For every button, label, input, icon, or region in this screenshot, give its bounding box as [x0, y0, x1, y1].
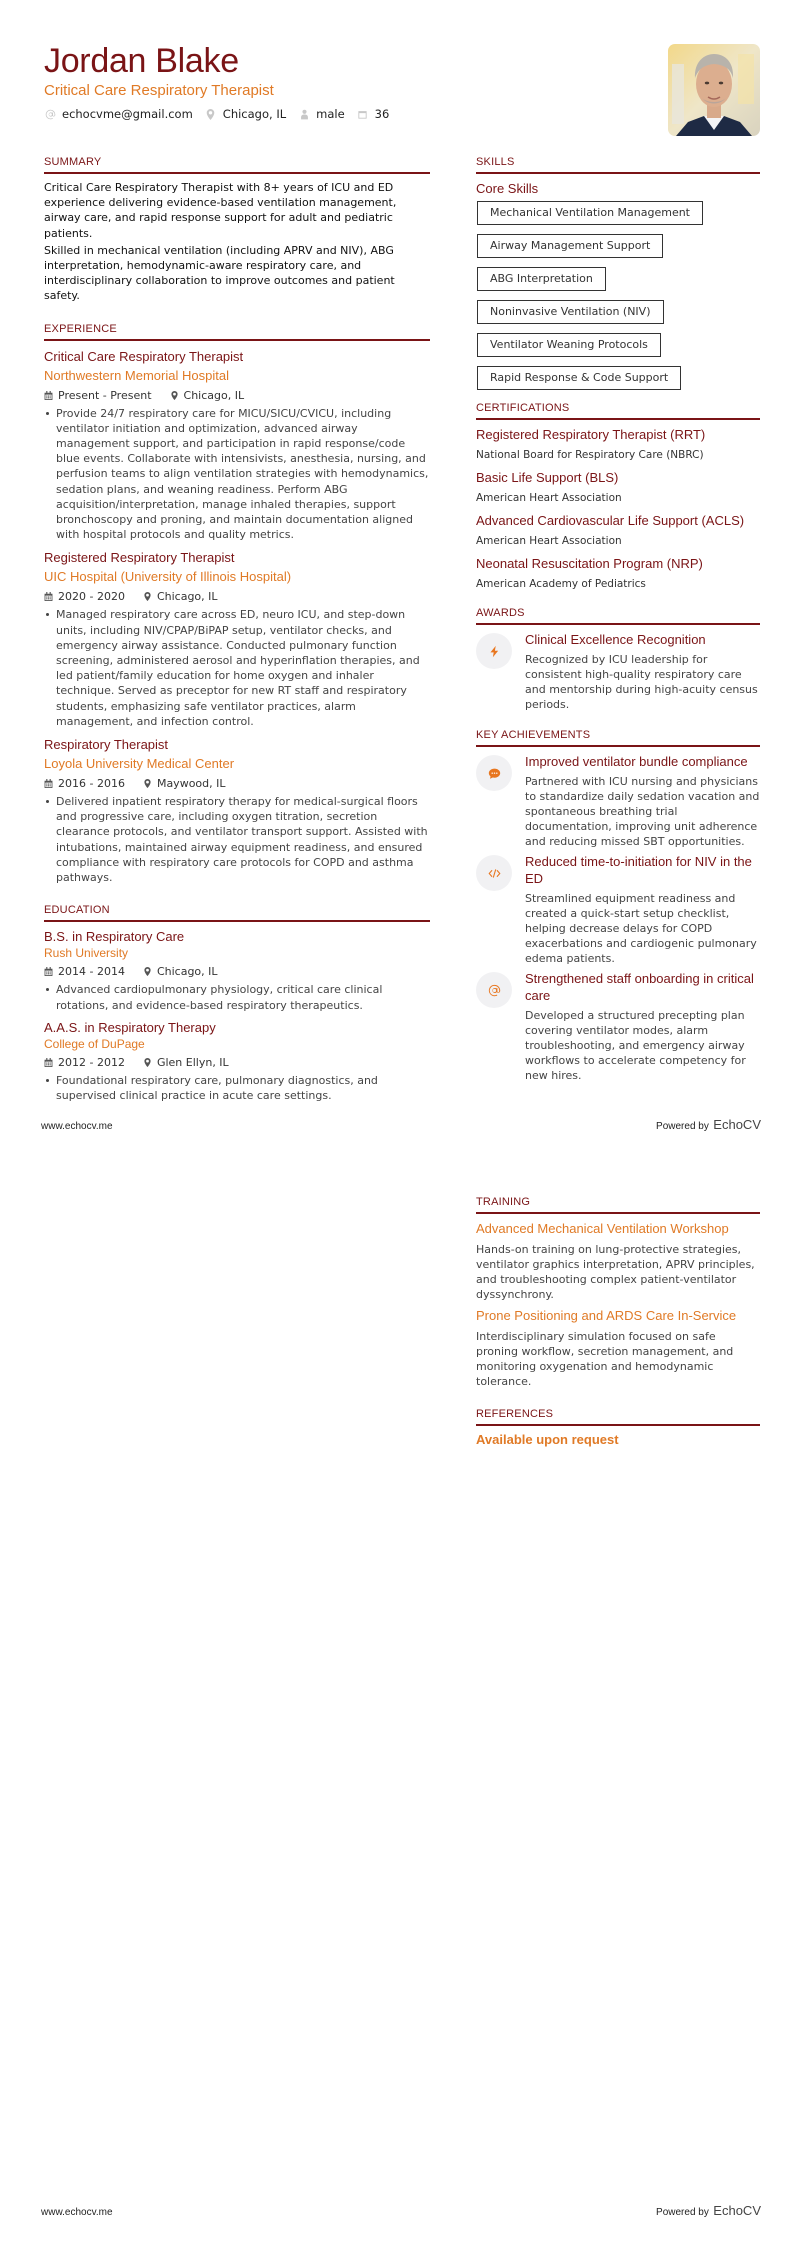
education-section [44, 903, 430, 1103]
skill-tag: Mechanical Ventilation Management [477, 201, 703, 225]
certification-item [476, 426, 760, 463]
job-title: Registered Respiratory Therapist [44, 550, 235, 566]
footer-url[interactable]: www.echocv.me [41, 2207, 113, 2218]
certification-item [476, 512, 760, 549]
job-meta [44, 589, 430, 604]
references-heading: REFERENCES [476, 1407, 760, 1426]
references-section [476, 1407, 760, 1447]
footer-brand[interactable]: EchoCV [713, 2203, 761, 2218]
certifications-section [476, 401, 760, 592]
skill-tag: ABG Interpretation [477, 267, 606, 291]
job-org: UIC Hospital (University of Illinois Hospital) [44, 569, 292, 585]
achievements-heading: KEY ACHIEVEMENTS [476, 728, 760, 747]
calendar-icon [44, 592, 53, 601]
achievement-description: Streamlined equipment readiness and created a quick-start setup checklist, helping decrease delays for COPD exacerbations and cardiogenic pulmonary edema patients. [525, 892, 757, 965]
achievements-section [476, 728, 760, 1083]
job-bullet: Delivered inpatient respiratory therapy for medical-surgical floors and progressive care, including oxygen titration, secretion clearance protocols, and ventilator transport support. Assisted with intubations, maintained airway equipment readiness, and ensured compliance with respiratory care protocols for COPD and asthma pathways. [44, 794, 430, 885]
award-item [476, 631, 760, 712]
map-pin-icon [143, 967, 152, 976]
certification-title: Basic Life Support (BLS) [476, 470, 619, 485]
training-item [476, 1220, 760, 1302]
summary-heading: SUMMARY [44, 155, 430, 174]
job-title: Respiratory Therapist [44, 737, 169, 753]
achievement-item [476, 853, 760, 966]
training-title: Advanced Mechanical Ventilation Workshop [476, 1221, 729, 1236]
degree-title: A.A.S. in Respiratory Therapy [44, 1019, 216, 1035]
certification-issuer: American Heart Association [476, 535, 622, 547]
map-pin-icon [143, 592, 152, 601]
training-item [476, 1307, 760, 1389]
certification-title: Advanced Cardiovascular Life Support (ACLS) [476, 513, 745, 528]
skill-tag: Noninvasive Ventilation (NIV) [477, 300, 664, 324]
certification-item [476, 555, 760, 592]
summary-paragraph: Critical Care Respiratory Therapist with 8+ years of ICU and ED experience delivering evidence-based ventilation management, airway care, and rapid response support for adult and pediatric patients. [44, 181, 397, 240]
training-section [476, 1195, 760, 1389]
contact-location [205, 107, 286, 121]
certification-title: Registered Respiratory Therapist (RRT) [476, 427, 706, 442]
contact-gender [298, 107, 345, 121]
calendar-icon [44, 779, 53, 788]
job-dates: 2020 - 2020 [44, 589, 125, 604]
at-icon [44, 108, 56, 120]
calendar-icon [357, 108, 369, 120]
summary-paragraph: Skilled in mechanical ventilation (including APRV and NIV), ABG interpretation, hemodynamic-aware respiratory care, and interdisciplinary collaboration to improve outcomes and patient safety. [44, 243, 395, 303]
footer-brand[interactable]: EchoCV [713, 1117, 761, 1132]
profile-photo [668, 44, 760, 136]
code-icon [476, 855, 512, 891]
experience-item [44, 347, 430, 543]
contact-row [44, 107, 604, 121]
achievement-title: Strengthened staff onboarding in critical care [525, 971, 754, 1003]
calendar-icon [44, 967, 53, 976]
job-bullets [44, 406, 430, 543]
achievement-title: Reduced time-to-initiation for NIV in the ED [525, 854, 752, 886]
certification-issuer: National Board for Respiratory Care (NBRC) [476, 449, 704, 461]
job-location: Maywood, IL [143, 776, 226, 791]
skill-tag: Rapid Response & Code Support [477, 366, 681, 390]
education-location: Glen Ellyn, IL [143, 1055, 229, 1070]
references-text: Available upon request [476, 1432, 619, 1447]
resume-page-2 [0, 1150, 794, 2246]
right-column-page-2 [476, 1195, 760, 1447]
job-bullets [44, 794, 430, 885]
achievement-description: Developed a structured precepting plan covering ventilator modes, alarm troubleshooting, and emergency airway workflows to accelerate competency for new hires. [525, 1009, 746, 1082]
job-bullets [44, 607, 430, 729]
job-title: Critical Care Respiratory Therapist [44, 348, 244, 364]
job-dates: Present - Present [44, 388, 152, 403]
experience-item [44, 735, 430, 885]
experience-section [44, 322, 430, 886]
contact-age-value: 36 [374, 107, 390, 121]
user-icon [298, 108, 310, 120]
contact-email-value: echocvme@gmail.com [62, 107, 193, 121]
candidate-title: Critical Care Respiratory Therapist [44, 82, 274, 99]
page-footer [41, 2202, 761, 2220]
job-org: Northwestern Memorial Hospital [44, 367, 229, 383]
footer-url[interactable]: www.echocv.me [41, 1121, 113, 1132]
job-location: Chicago, IL [170, 388, 245, 403]
map-pin-icon [143, 1058, 152, 1067]
certifications-heading: CERTIFICATIONS [476, 401, 760, 420]
skill-tag: Airway Management Support [477, 234, 663, 258]
experience-heading: EXPERIENCE [44, 322, 430, 341]
certification-issuer: American Academy of Pediatrics [476, 578, 646, 590]
achievement-description: Partnered with ICU nursing and physicians to standardize daily sedation vacation and spontaneous breathing trial documentation, improving unit adherence and reducing missed SBT opportunities. [525, 775, 760, 848]
school-name: College of DuPage [44, 1036, 145, 1051]
contact-age [357, 107, 390, 121]
footer-powered: Powered by EchoCV [656, 2203, 761, 2218]
training-description: Hands-on training on lung-protective strategies, ventilator graphics interpretation, APRV principles, and troubleshooting complex patient-ventilator dyssynchrony. [476, 1243, 755, 1301]
awards-heading: AWARDS [476, 606, 760, 625]
degree-title: B.S. in Respiratory Care [44, 929, 185, 945]
education-bullets [44, 1073, 430, 1103]
certification-title: Neonatal Resuscitation Program (NRP) [476, 556, 703, 571]
education-item [44, 1019, 430, 1103]
certification-issuer: American Heart Association [476, 492, 622, 504]
education-bullet: Advanced cardiopulmonary physiology, critical care clinical rotations, and evidence-based respiratory therapeutics. [44, 982, 430, 1012]
achievement-item [476, 753, 760, 849]
award-description: Recognized by ICU leadership for consistent high-quality respiratory care and mentorship during high-acuity census periods. [525, 653, 758, 711]
experience-item [44, 548, 430, 729]
achievement-title: Improved ventilator bundle compliance [525, 754, 748, 769]
education-meta [44, 964, 430, 979]
training-heading: TRAINING [476, 1195, 760, 1214]
candidate-name: Jordan Blake [44, 42, 239, 80]
footer-powered: Powered by EchoCV [656, 1117, 761, 1132]
job-bullet: Provide 24/7 respiratory care for MICU/SICU/CVICU, including ventilator initiation and optimization, advanced airway management support, and participation in rapid response/code blue events. Collaborate with intensivists, anesthesia, nursing, and perfusion teams to align ventilation strategies with hemodynamics, sedation plans, and weaning readiness. Perform ABG acquisition/interpretation, manage inhaled therapies, support bronchoscopy and proning, and maintain documentation aligned with hospital protocols and quality metrics. [44, 406, 430, 543]
job-meta [44, 388, 430, 403]
certification-item [476, 469, 760, 506]
education-heading: EDUCATION [44, 903, 430, 922]
map-pin-icon [205, 108, 217, 120]
education-bullets [44, 982, 430, 1012]
job-dates: 2016 - 2016 [44, 776, 125, 791]
education-dates: 2014 - 2014 [44, 964, 125, 979]
training-description: Interdisciplinary simulation focused on safe proning workflow, secretion management, and monitoring oxygenation and hemodynamic tolerance. [476, 1330, 734, 1388]
job-bullet: Managed respiratory care across ED, neuro ICU, and step-down units, including NIV/CPAP/BiPAP setup, ventilator checks, and emergency airway assistance. Conducted pulmonary function screening, administered aerosol and hyperinflation therapies, and led patient/family education for home oxygen and inhaler technique. Served as preceptor for new RT staff and respiratory students, emphasizing safe ventilator practices, alarm management, and infection control. [44, 607, 430, 729]
education-meta [44, 1055, 430, 1070]
skills-section [476, 155, 760, 399]
skill-tag: Ventilator Weaning Protocols [477, 333, 661, 357]
skill-tags [476, 201, 760, 399]
job-location: Chicago, IL [143, 589, 218, 604]
skills-heading: SKILLS [476, 155, 760, 174]
left-column [44, 155, 430, 1109]
map-pin-icon [170, 391, 179, 400]
lightning-icon [476, 633, 512, 669]
education-bullet: Foundational respiratory care, pulmonary diagnostics, and supervised clinical practice in acute care settings. [44, 1073, 430, 1103]
job-org: Loyola University Medical Center [44, 756, 235, 772]
school-name: Rush University [44, 946, 129, 961]
at-icon [476, 972, 512, 1008]
contact-email[interactable] [44, 107, 193, 121]
calendar-icon [44, 1058, 53, 1067]
resume-header [44, 42, 604, 121]
map-pin-icon [143, 779, 152, 788]
award-title: Clinical Excellence Recognition [525, 632, 706, 647]
calendar-icon [44, 391, 53, 400]
education-item [44, 928, 430, 1012]
contact-gender-value: male [316, 107, 345, 121]
job-meta [44, 776, 430, 791]
education-location: Chicago, IL [143, 964, 218, 979]
summary-section [44, 155, 430, 304]
education-dates: 2012 - 2012 [44, 1055, 125, 1070]
chat-bubble-icon [476, 755, 512, 791]
achievement-item [476, 970, 760, 1083]
page-footer [41, 1116, 761, 1134]
contact-location-value: Chicago, IL [222, 107, 287, 121]
skills-group-title: Core Skills [476, 181, 539, 196]
training-title: Prone Positioning and ARDS Care In-Service [476, 1308, 737, 1323]
right-column [476, 155, 760, 1087]
awards-section [476, 606, 760, 712]
